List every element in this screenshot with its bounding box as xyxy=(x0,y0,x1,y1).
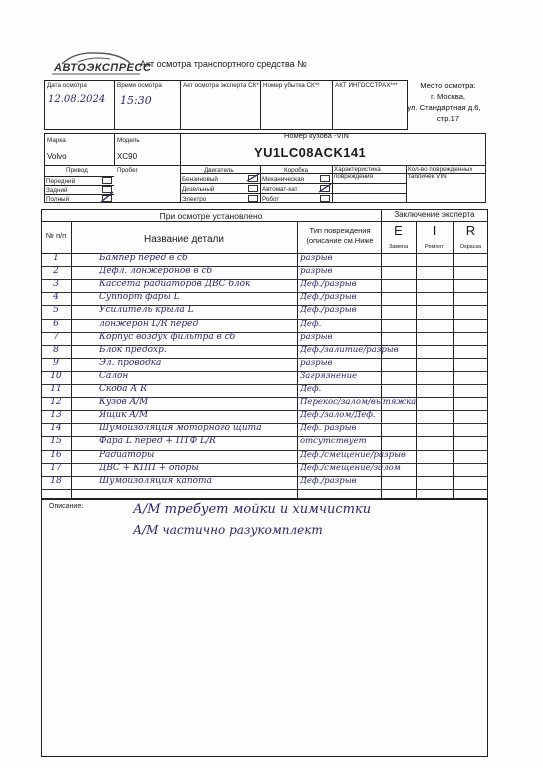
table-row-divider xyxy=(41,489,488,490)
row-part-name: Шумоизоляция моторного щита xyxy=(99,423,262,434)
row-damage-type: Деф. разрыв xyxy=(300,423,357,434)
make-value: Volvo xyxy=(47,152,67,161)
part-name-label: Название детали xyxy=(144,234,224,245)
make-label: Марка xyxy=(47,137,66,144)
engine-diesel: Дизельный xyxy=(182,186,215,193)
vehicle-table xyxy=(44,133,486,203)
table-row[interactable] xyxy=(41,279,488,292)
row-part-name: Шумоизоляция капота xyxy=(99,475,212,486)
engine-label: Двигатель xyxy=(204,167,234,174)
document-title: Акт осмотра транспортного средства № xyxy=(140,59,307,69)
row-damage-type: Деф./смещение/разрыв xyxy=(300,449,406,460)
eir-letter-r: R xyxy=(465,223,476,238)
time-value: 15:30 xyxy=(120,94,152,107)
row-number: 5 xyxy=(53,305,59,316)
row-number: 7 xyxy=(53,331,59,342)
row-number: 13 xyxy=(50,410,62,421)
eir-paint-label: Окраска xyxy=(459,244,482,250)
row-number: 8 xyxy=(53,344,59,355)
row-damage-type: Деф./залом/Деф. xyxy=(300,410,376,421)
engine-electric-checkbox[interactable] xyxy=(248,195,258,202)
location-line-1: г. Москва, xyxy=(430,92,466,101)
table-row[interactable] xyxy=(41,410,488,423)
row-number: 1 xyxy=(53,253,59,263)
row-number: 14 xyxy=(50,423,62,434)
conclusion-header: Заключение эксперта xyxy=(394,210,475,219)
row-number: 11 xyxy=(50,384,62,394)
row-part-name: Бампер перед в сб xyxy=(99,253,188,263)
date-value: 12.08.2024 xyxy=(48,94,106,105)
gearbox-robot: Робот xyxy=(262,196,280,203)
table-row[interactable] xyxy=(41,384,488,397)
row-number: 2 xyxy=(53,266,59,277)
row-damage-type: разрыв xyxy=(300,331,333,342)
eir-repair-label: Ремонт xyxy=(425,244,444,250)
row-part-name: Ящик A/M xyxy=(99,410,149,421)
table-row[interactable] xyxy=(41,423,488,436)
checkmark-icon xyxy=(318,182,332,194)
row-part-name: Кассета радиаторов ДВС блок xyxy=(99,279,251,290)
row-damage-type: Загрязнение xyxy=(300,370,358,381)
gearbox-robot-checkbox[interactable] xyxy=(320,195,330,202)
found-header: При осмотре установлено xyxy=(159,211,263,221)
drive-rear: Задний xyxy=(46,187,68,194)
engine-electric: Электро xyxy=(182,196,207,203)
location-line-3: стр.17 xyxy=(436,114,460,123)
table-row[interactable] xyxy=(41,253,488,266)
table-row[interactable] xyxy=(41,266,488,279)
drive-label: Привод xyxy=(66,167,88,174)
row-damage-type: Деф./разрыв xyxy=(300,292,357,303)
table-row[interactable] xyxy=(41,358,488,371)
row-damage-type: отсутствует xyxy=(300,436,367,447)
brand-name: АВТОЭКСПРЕСС xyxy=(54,62,152,74)
time-label: Время осмотра xyxy=(117,82,162,89)
mileage-label: Пробег xyxy=(117,167,138,174)
table-row[interactable] xyxy=(41,305,488,318)
location-label: Место осмотра: xyxy=(420,81,476,90)
table-row[interactable] xyxy=(41,332,488,345)
location-line-2: ул. Стандартная д.6, xyxy=(407,103,481,112)
row-damage-type: разрыв xyxy=(300,357,333,368)
row-damage-type: Перекос/залом/вытяжка xyxy=(300,397,417,408)
table-row[interactable] xyxy=(41,371,488,384)
table-row[interactable] xyxy=(41,319,488,332)
row-part-name: Усилитель крыла L xyxy=(99,305,194,316)
row-number: 15 xyxy=(50,436,62,447)
row-number: 9 xyxy=(53,357,59,368)
row-part-name: Салон xyxy=(99,370,129,381)
table-row[interactable] xyxy=(41,463,488,476)
row-damage-type: Деф./разрыв xyxy=(300,305,357,316)
date-label: Дата осмотра xyxy=(47,82,87,89)
row-part-name: Суппорт фары L xyxy=(99,292,180,303)
row-part-name: ДВС + КПП + опоры xyxy=(99,462,199,473)
damage-type-label: Тип повреждения (описание см.Ниже xyxy=(306,226,374,245)
drive-all: Полный xyxy=(46,196,70,203)
vin-value: YU1LC08ACK141 xyxy=(254,145,367,160)
damage-characteristic-label: Характеристика повреждения xyxy=(334,166,381,180)
row-part-name: Дефл. лонжеронов в сб xyxy=(99,266,213,277)
gearbox-auto: Автомат-кат xyxy=(262,186,298,193)
description-line-2: А/М частично разукомплект xyxy=(133,523,323,537)
row-part-name: Блок предохр. xyxy=(99,344,167,355)
row-part-name: Эл. проводка xyxy=(99,357,162,368)
row-number: 16 xyxy=(50,449,62,460)
row-number: 10 xyxy=(50,370,62,381)
eir-letter-e: E xyxy=(394,223,403,238)
eir-replace-label: Замена xyxy=(388,244,409,250)
row-number: 12 xyxy=(50,397,62,408)
row-part-name: лонжерон L/R перед xyxy=(99,318,199,329)
row-damage-type: Деф./смещение/залом xyxy=(300,462,401,473)
description-line-1: А/М требует мойки и химчистки xyxy=(133,502,372,517)
inspection-location xyxy=(407,80,486,124)
row-number: 18 xyxy=(50,475,62,486)
vin-plates-label: Кол-во поврежденных табличек VIN xyxy=(408,166,473,180)
checkmark-icon xyxy=(100,191,114,203)
ingosstrakh-act-label: АКТ ИНГОССТРАХ*** xyxy=(335,82,398,89)
table-row[interactable] xyxy=(41,450,488,463)
gearbox-label: Коробка xyxy=(284,167,309,174)
gearbox-manual: Механическая xyxy=(262,176,304,183)
row-part-name: Корпус воздух фильтра в сб xyxy=(99,331,236,342)
row-number: 3 xyxy=(53,279,59,290)
row-damage-type: разрыв xyxy=(300,266,333,277)
row-damage-type: Деф. xyxy=(300,318,322,329)
row-number-label: № п/п xyxy=(45,231,67,240)
row-part-name: Радиаторы xyxy=(99,449,155,460)
table-row[interactable] xyxy=(41,397,488,410)
eir-letter-i: I xyxy=(432,223,437,238)
expert-act-label: Акт осмотра эксперта СК* xyxy=(183,82,259,89)
drive-front-checkbox[interactable] xyxy=(102,177,112,184)
row-number: 17 xyxy=(50,462,62,473)
row-damage-type: разрыв xyxy=(300,253,333,263)
engine-petrol: Бензиновый xyxy=(182,176,218,183)
description-label: Описание: xyxy=(49,503,84,510)
row-part-name: Кузов A/M xyxy=(99,397,149,408)
model-value: XC90 xyxy=(117,152,138,161)
row-damage-type: Деф./залитие/разрыв xyxy=(300,344,399,355)
row-part-name: Фара L перед + ПТФ L/R xyxy=(99,436,216,447)
row-damage-type: Деф./разрыв xyxy=(300,475,357,486)
table-row[interactable] xyxy=(41,476,488,489)
checkmark-icon xyxy=(246,172,260,184)
vin-label: Номер кузова -VIN xyxy=(284,131,349,140)
drive-front: Передний xyxy=(46,178,76,185)
table-row[interactable] xyxy=(41,345,488,358)
row-number: 4 xyxy=(53,292,59,303)
gearbox-manual-checkbox[interactable] xyxy=(320,175,330,182)
loss-number-label: Номер убытка СК** xyxy=(263,82,320,89)
row-number: 6 xyxy=(53,318,59,329)
table-row[interactable] xyxy=(41,436,488,449)
row-damage-type: Деф./разрыв xyxy=(300,279,357,290)
model-label: Модель xyxy=(117,137,140,144)
engine-diesel-checkbox[interactable] xyxy=(248,185,258,192)
row-damage-type: Деф. xyxy=(300,384,322,394)
row-part-name: Скоба А R xyxy=(99,384,147,394)
table-row[interactable] xyxy=(41,292,488,305)
header-table xyxy=(44,80,408,130)
description-section xyxy=(41,499,488,757)
